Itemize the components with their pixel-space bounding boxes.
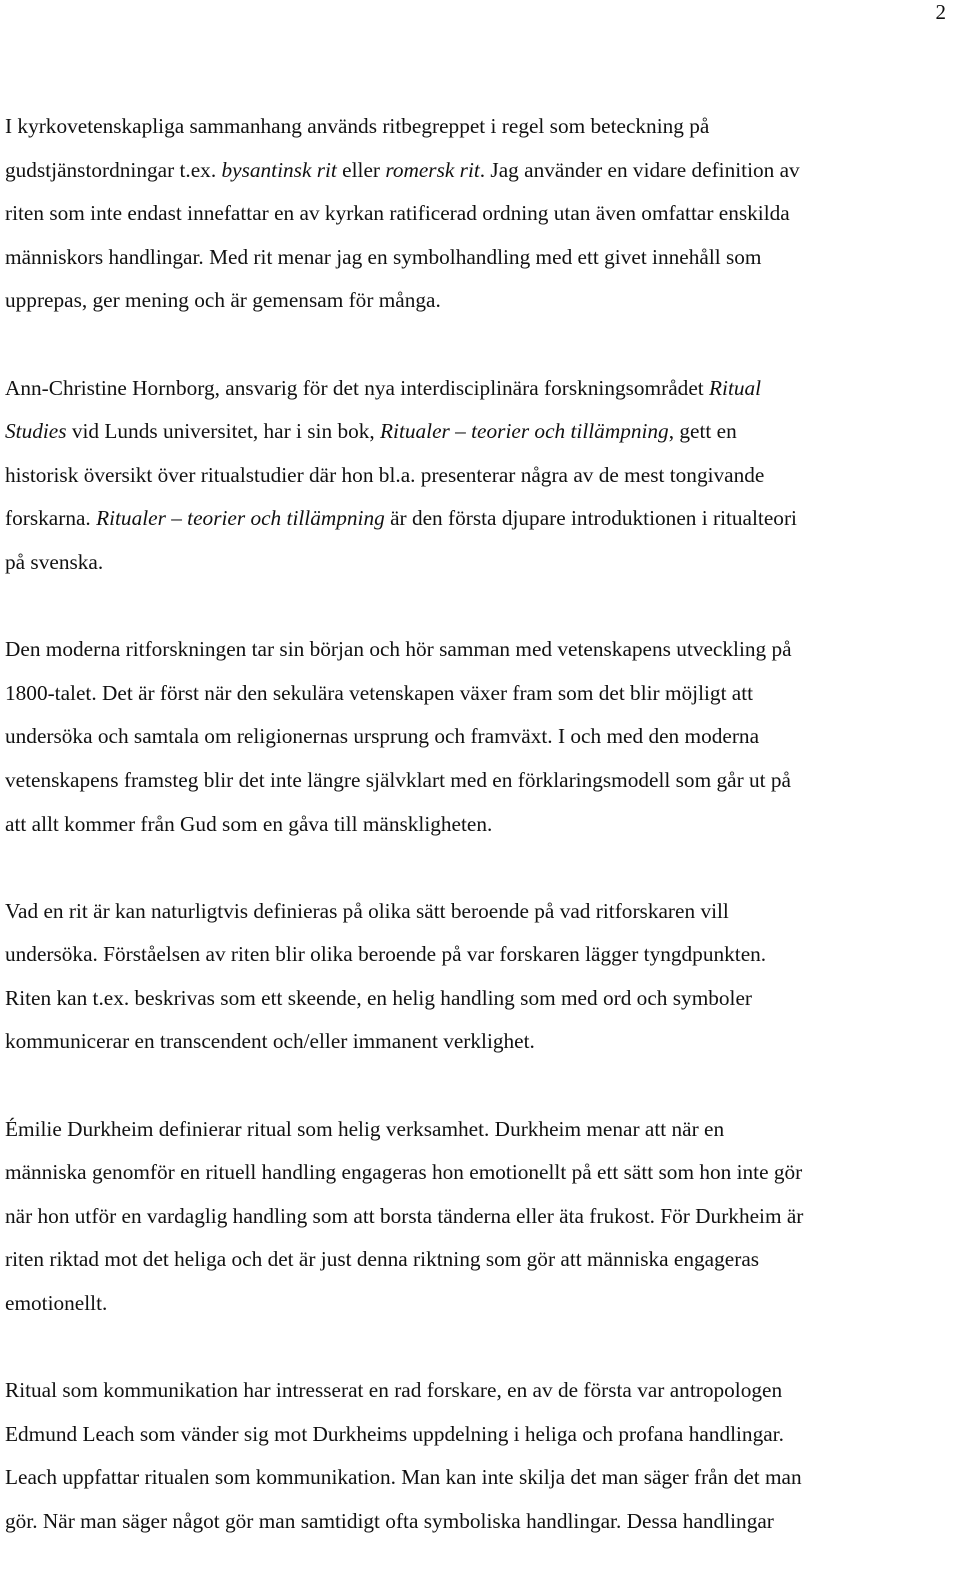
text-segment: när hon utför en vardaglig handling som att borsta tänderna eller äta frukost. För Durkheim är: [5, 1203, 804, 1228]
paragraph: [5, 1108, 955, 1326]
text-line: [5, 1108, 955, 1152]
paragraph: [5, 628, 955, 846]
text-segment: Riten kan t.ex. beskrivas som ett skeende, en helig handling som med ord och symboler: [5, 985, 753, 1010]
text-segment: emotionellt.: [5, 1291, 108, 1316]
text-segment: eller: [336, 157, 386, 182]
text-line: [5, 105, 955, 149]
text-segment: människors handlingar. Med rit menar jag en symbolhandling med ett givet innehåll som: [5, 244, 762, 269]
text-line: [5, 803, 955, 847]
text-segment: gör. När man säger något gör man samtidigt ofta symboliska handlingar. Dessa handlingar: [5, 1509, 774, 1533]
text-line: [5, 192, 955, 236]
text-segment: Ann-Christine Hornborg, ansvarig för det nya interdisciplinära forskningsområdet: [5, 375, 710, 400]
text-segment: . Jag använder en vidare definition av: [479, 157, 800, 182]
paragraph: [5, 105, 955, 323]
paragraph: [5, 367, 955, 585]
text-segment: Vad en rit är kan naturligtvis definieras på olika sätt beroende på vad ritforskaren vill: [5, 898, 729, 923]
text-segment: Den moderna ritforskningen tar sin början och hör samman med vetenskapens utveckling på: [5, 637, 792, 662]
text-segment: undersöka. Förståelsen av riten blir olika beroende på var forskaren lägger tyngdpunkten.: [5, 942, 767, 967]
text-segment: I kyrkovetenskapliga sammanhang används ritbegreppet i regel som beteckning på: [5, 114, 710, 138]
paragraph: [5, 1369, 955, 1543]
text-line: [5, 672, 955, 716]
text-line: [5, 236, 955, 280]
text-line: [5, 1500, 955, 1544]
italic-text: Ritualer – teorier och tillämpning: [380, 419, 669, 444]
text-line: [5, 497, 955, 541]
text-line: [5, 890, 955, 934]
text-segment: på svenska.: [5, 549, 104, 574]
text-segment: gudstjänstordningar t.ex.: [5, 157, 222, 182]
text-segment: vid Lunds universitet, har i sin bok,: [66, 419, 381, 444]
text-line: [5, 715, 955, 759]
text-segment: kommunicerar en transcendent och/eller immanent verklighet.: [5, 1029, 535, 1054]
text-segment: upprepas, ger mening och är gemensam för många.: [5, 288, 441, 313]
text-segment: forskarna.: [5, 506, 97, 531]
text-segment: Émilie Durkheim definierar ritual som helig verksamhet. Durkheim menar att när en: [5, 1116, 725, 1141]
text-segment: Edmund Leach som vänder sig mot Durkheims uppdelning i heliga och profana handlingar.: [5, 1421, 784, 1446]
text-segment: historisk översikt över ritualstudier där hon bl.a. presenterar några av de mest tongivande: [5, 462, 765, 487]
text-segment: undersöka och samtala om religionernas ursprung och framväxt. I och med den moderna: [5, 724, 760, 749]
text-line: [5, 454, 955, 498]
text-segment: riten som inte endast innefattar en av kyrkan ratificerad ordning utan även omfattar enskilda: [5, 201, 790, 226]
text-segment: 1800-talet. Det är först när den sekulära vetenskapen växer fram som det blir möjligt att: [5, 680, 754, 705]
text-line: [5, 149, 955, 193]
text-segment: riten riktad mot det heliga och det är just denna riktning som gör att människa engageras: [5, 1247, 760, 1272]
page-number: 2: [935, 0, 946, 24]
italic-text: romersk rit: [385, 157, 480, 182]
text-segment: Leach uppfattar ritualen som kommunikation. Man kan inte skilja det man säger från det man: [5, 1465, 802, 1490]
text-line: [5, 367, 955, 411]
text-segment: Ritual som kommunikation har intresserat en rad forskare, en av de första var antropologen: [5, 1378, 783, 1403]
paragraph: [5, 890, 955, 1064]
text-line: [5, 541, 955, 585]
text-line: [5, 977, 955, 1021]
italic-text: Ritual: [709, 375, 762, 400]
text-segment: , gett en: [668, 419, 737, 444]
text-line: [5, 759, 955, 803]
text-line: [5, 1020, 955, 1064]
text-segment: är den första djupare introduktionen i ritualteori: [384, 506, 797, 531]
text-line: [5, 933, 955, 977]
italic-text: bysantinsk rit: [221, 157, 337, 182]
text-line: [5, 1369, 955, 1413]
text-line: [5, 1456, 955, 1500]
text-line: [5, 1282, 955, 1326]
italic-text: Studies: [5, 419, 67, 444]
text-line: [5, 279, 955, 323]
text-line: [5, 410, 955, 454]
text-segment: människa genomför en rituell handling engageras hon emotionellt på ett sätt som hon inte gör: [5, 1160, 803, 1185]
text-segment: vetenskapens framsteg blir det inte längre självklart med en förklaringsmodell som går ut på: [5, 767, 791, 792]
text-line: [5, 1195, 955, 1239]
italic-text: Ritualer – teorier och tillämpning: [96, 506, 385, 531]
text-line: [5, 1151, 955, 1195]
text-segment: att allt kommer från Gud som en gåva till mänskligheten.: [5, 811, 493, 836]
text-line: [5, 1238, 955, 1282]
text-line: [5, 1413, 955, 1457]
text-line: [5, 628, 955, 672]
document-body: [5, 105, 955, 1587]
